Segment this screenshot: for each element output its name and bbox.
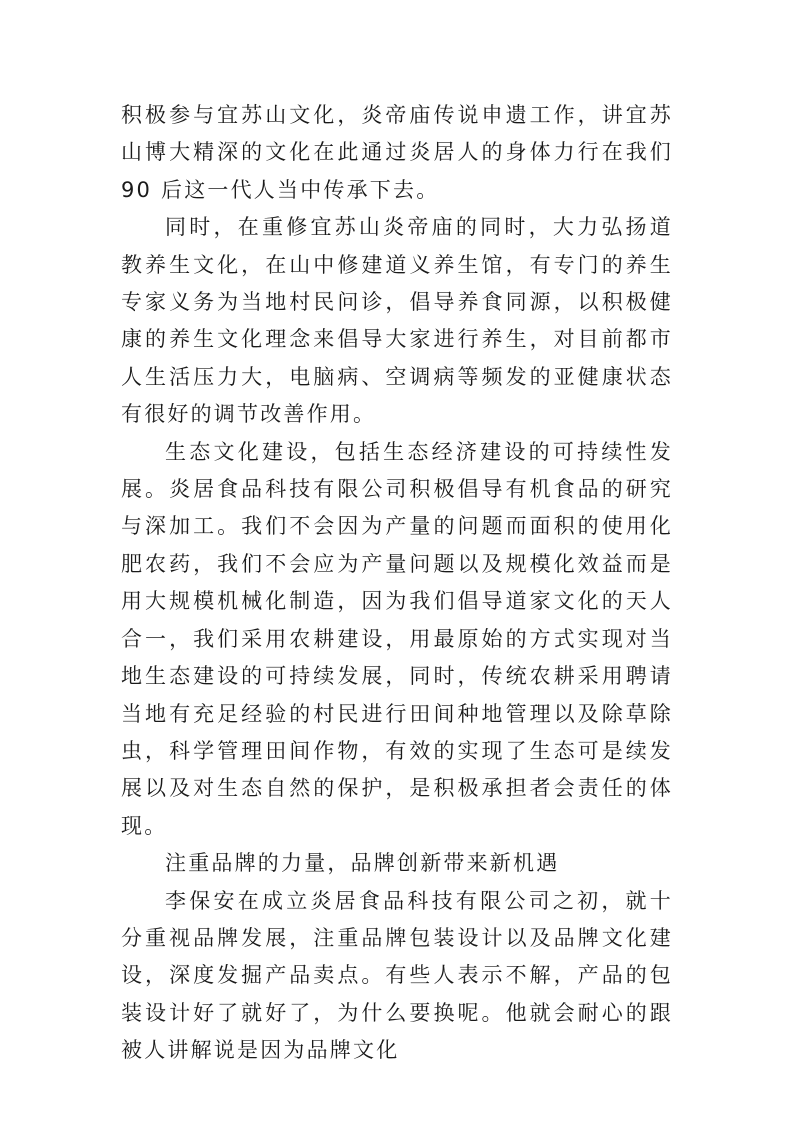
paragraph-brand-development: 李保安在成立炎居食品科技有限公司之初，就十分重视品牌发展，注重品牌包装设计以及品牌文化建设，深度发掘产品卖点。有些人表示不解，产品的包装设计好了就好了，为什么要换呢。他就会耐心的跟被人讲解说是因为品牌文化 [121,888,673,1063]
paragraph-health-culture: 同时，在重修宜苏山炎帝庙的同时，大力弘扬道教养生文化，在山中修建道义养生馆，有专门的养生专家义务为当地村民问诊，倡导养食同源，以积极健康的养生文化理念来倡导大家进行养生，对目前都市人生活压力大，电脑病、空调病等频发的亚健康状态有很好的调节改善作用。 [121,215,673,427]
paragraph-ecology-culture: 生态文化建设，包括生态经济建设的可持续性发展。炎居食品科技有限公司积极倡导有机食品的研究与深加工。我们不会因为产量的问题而面积的使用化肥农药，我们不会应为产量问题以及规模化效益而是用大规模机械化制造，因为我们倡导道家文化的天人合一，我们采用农耕建设，用最原始的方式实现对当地生态建设的可持续发展，同时，传统农耕采用聘请当地有充足经验的村民进行田间种地管理以及除草除虫，科学管理田间作物，有效的实现了生态可是续发展以及对生态自然的保护，是积极承担者会责任的体现。 [121,439,673,838]
section-heading-brand: 注重品牌的力量，品牌创新带来新机遇 [165,851,560,876]
document-body [121,97,673,1070]
paragraph-culture-heritage: 积极参与宜苏山文化，炎帝庙传说申遗工作，讲宜苏山博大精深的文化在此通过炎居人的身体力行在我们 90 后这一代人当中传承下去。 [121,103,673,202]
